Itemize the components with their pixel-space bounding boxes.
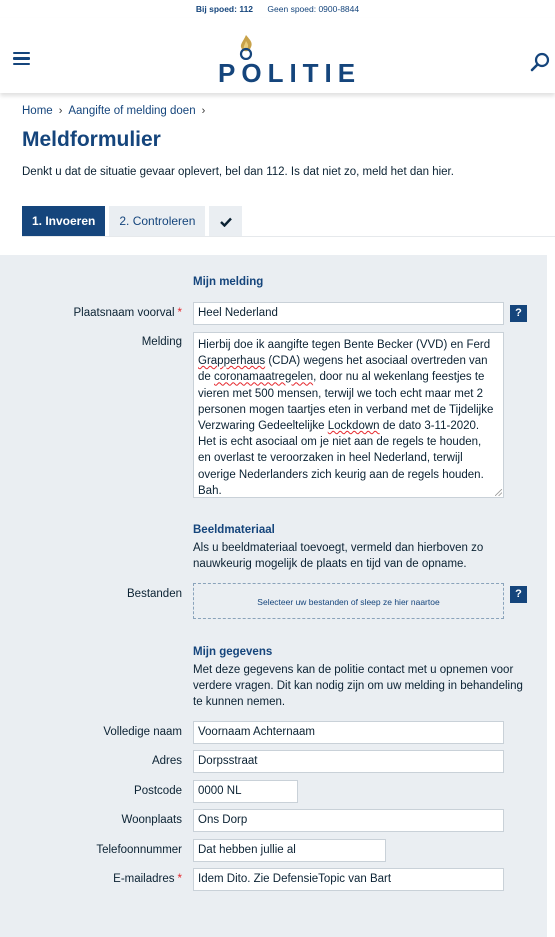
- melding-text: , door nu al wekenlang feestjes te vieren met 500 mensen, terwijl we toch echt maar met 2 personen mogen taartjes eten in verband met de Tijdelijke Verzwaring Gedeeltelijke: [198, 371, 494, 433]
- emergency-number[interactable]: Bij spoed: 112: [195, 4, 254, 14]
- label-postcode: Postcode: [134, 785, 182, 797]
- label-plaatsnaam-text: Plaatsnaam voorval: [73, 307, 175, 319]
- checkmark-icon: [220, 217, 232, 227]
- intro-text: Denkt u dat de situatie gevaar oplevert, bel dan 112. Is dat niet zo, meld het dan hier.: [22, 166, 454, 178]
- step-controleren[interactable]: 2. Controleren: [109, 206, 205, 237]
- page-title: Meldformulier: [22, 128, 161, 151]
- label-naam: Volledige naam: [103, 726, 182, 738]
- plaatsnaam-input[interactable]: Heel Nederland: [193, 302, 504, 325]
- melding-text: Hierbij doe ik aangifte tegen Bente Becker (VVD) en Ferd: [198, 339, 491, 351]
- step-done[interactable]: [209, 206, 242, 237]
- woonplaats-input[interactable]: Ons Dorp: [193, 809, 504, 832]
- label-email-text: E-mailadres: [113, 873, 175, 885]
- breadcrumb: [22, 105, 211, 117]
- required-marker: *: [177, 873, 182, 885]
- chevron-right-icon: ›: [201, 105, 206, 117]
- melding-text: coronamaatregelen: [214, 371, 314, 384]
- step-tabs: [22, 206, 246, 237]
- non-emergency-number[interactable]: Geen spoed: 0900-8844: [267, 4, 360, 14]
- chevron-right-icon: ›: [58, 105, 63, 117]
- label-woonplaats: Woonplaats: [121, 814, 182, 826]
- melding-text: Lockdown: [327, 420, 380, 433]
- breadcrumb-current[interactable]: Aangifte of melding doen: [68, 105, 196, 117]
- help-plaatsnaam-icon[interactable]: ?: [510, 305, 527, 322]
- telefoon-input[interactable]: Dat hebben jullie al: [193, 839, 386, 862]
- beeldmateriaal-text: Als u beeldmateriaal toevoegt, vermeld dan hierboven zo nauwkeurig mogelijk de plaats en tijd van de opname.: [193, 542, 484, 570]
- melding-text: (CDA) wegens het asociaal overtreden van de: [198, 355, 488, 384]
- politie-logo[interactable]: [218, 32, 362, 88]
- label-adres: Adres: [151, 755, 182, 767]
- flame-emblem-icon: [234, 34, 258, 60]
- naam-input[interactable]: Voornaam Achternaam: [193, 721, 504, 744]
- breadcrumb-home[interactable]: Home: [22, 105, 53, 117]
- label-plaatsnaam: [74, 307, 182, 319]
- topbar: [0, 0, 555, 18]
- melding-textarea[interactable]: [193, 332, 504, 498]
- search-icon[interactable]: [530, 52, 550, 72]
- section-mijn-melding: Mijn melding: [193, 276, 264, 288]
- label-bestanden: Bestanden: [127, 588, 182, 600]
- resize-handle-icon[interactable]: [495, 489, 502, 496]
- melding-text: Grapperhaus: [198, 355, 266, 368]
- required-marker: *: [177, 307, 182, 319]
- melding-text: de dato 3-11-2020. Het is echt asociaal om je niet aan de regels te houden, en overlast te veroorzaken in heel Nederland, terwijl overige Nederlanders zich keurig aan de regels houden. Bah.: [198, 420, 484, 497]
- postcode-input[interactable]: 0000 NL: [193, 780, 298, 803]
- steps-divider: [22, 236, 555, 237]
- section-beeldmateriaal: Beeldmateriaal: [193, 524, 275, 536]
- gegevens-text: Met deze gegevens kan de politie contact met u opnemen voor verdere vragen. Dit kan nodig zijn om uw melding in behandeling te kunnen nemen.: [193, 664, 523, 708]
- email-input[interactable]: Idem Dito. Zie DefensieTopic van Bart: [193, 868, 504, 891]
- file-dropzone[interactable]: Selecteer uw bestanden of sleep ze hier naartoe: [193, 583, 504, 619]
- label-melding: Melding: [141, 336, 182, 348]
- label-telefoon: Telefoonnummer: [96, 844, 182, 856]
- section-mijn-gegevens: Mijn gegevens: [193, 646, 273, 658]
- label-email: [113, 873, 182, 885]
- site-header: [0, 18, 555, 93]
- menu-icon[interactable]: [13, 52, 30, 65]
- step-invoeren[interactable]: 1. Invoeren: [22, 206, 105, 237]
- logo-wordmark: POLITIE: [218, 58, 362, 88]
- adres-input[interactable]: Dorpsstraat: [193, 750, 504, 773]
- help-bestanden-icon[interactable]: ?: [510, 586, 527, 603]
